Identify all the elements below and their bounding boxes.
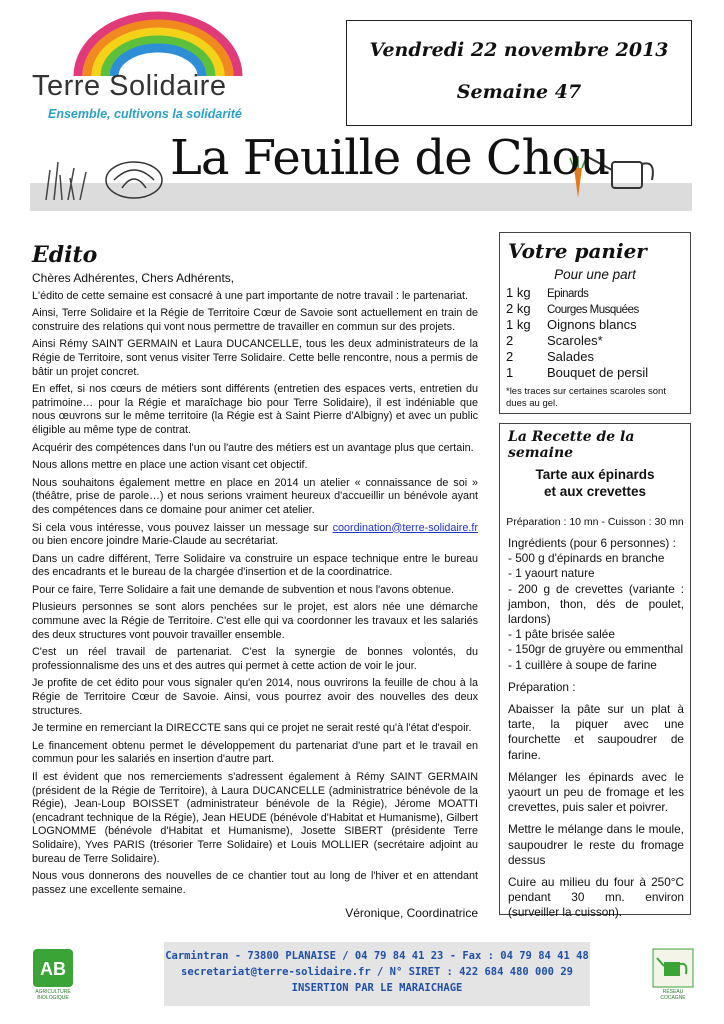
basket-note: *les traces sur certaines scaroles sont dues au gel. [506, 386, 666, 409]
preparation-step: Abaisser la pâte sur un plat à tarte, la piquer avec une fourchette et saupoudrer de farine. [508, 702, 684, 762]
ingredients-list [508, 551, 684, 673]
edito-paragraph: Plusieurs personnes se sont alors penchées sur le projet, est alors née une démarche commune avec la Régie de Territoire. C'est elle qui va coordonner les travaux et les salariés des deux structures vont pouvoir travailler ensemble. [32, 601, 478, 641]
recipe-name-line1: Tarte aux épinards [535, 467, 655, 482]
edito-paragraph: Je profite de cet édito pour vous signaler qu'en 2014, nous ouvrirons la feuille de chou à la Régie de Territoire Cœur de Savoie. Ainsi, vous pourrez avoir des nouvelles des deux structures. [32, 677, 478, 717]
edito-paragraph: Le financement obtenu permet le développement du partenariat d'une part et le travail en commun pour les salariés en insertion d'autre part. [32, 739, 478, 766]
edito-body [32, 272, 478, 901]
ingredient-item: - 200 g de crevettes (variante : jambon, thon, dés de poulet, lardons) [508, 581, 684, 627]
edito-paragraph: Ainsi, Terre Solidaire et la Régie de Territoire Cœur de Savoie sont actuellement en train de construire des relations qui vont nous permettre de travailler en commun sur des projets. [32, 307, 478, 333]
ingredient-item: - 1 pâte brisée salée [508, 627, 615, 642]
edito-paragraph: Acquérir des compétences dans l'un ou l'autre des métiers est un avantage plus que certain. [32, 441, 474, 454]
preparation-step: Mélanger les épinards avec le yaourt un peu de fromage et les crevettes, puis saler et poivrer. [508, 769, 684, 815]
preparation-title: Préparation : [508, 679, 576, 694]
recipe-name [500, 466, 690, 500]
basket-item [506, 349, 594, 364]
ab-logo-caption: AGRICULTURE BIOLOGIQUE [35, 989, 71, 1001]
org-tagline: Ensemble, cultivons la solidarité [48, 107, 242, 121]
newsletter-title: La Feuille de Chou [170, 130, 610, 186]
basket-item-name: Oignons blancs [547, 317, 637, 332]
ingredient-item: - 500 g d'épinards en branche [508, 551, 665, 566]
ingredient-item: - 1 cuillère à soupe de farine [508, 657, 657, 672]
rainbow-logo [58, 8, 258, 78]
edito-paragraphs-2 [32, 553, 478, 898]
edito-contact [32, 522, 478, 549]
edito-paragraph: Nous vous donnerons des nouvelles de ce chantier tout au long de l'hiver et en attendant passez une excellente semaine. [32, 870, 478, 896]
edito-greeting: Chères Adhérentes, Chers Adhérents, [32, 271, 235, 285]
edito-paragraph: Il est évident que nos remerciements s'adressent également à Rémy SAINT GERMAIN (président de la Régie de Territoire), à Laura DUCANCELLE (administratrice bénévole de la Régie), Jean-Loup BOISSET (administrateur bénévole de la Régie), Jérome MOATTI (encadrant technique de la Régie), Jean HEUDE (bénévole d'Habitat et Humanisme), Gilbert LOGNOMME (bénévole d'Habitat et Humanisme), Josette SIBERT (présidente Terre Solidaire), Yves PARIS (trésorier Terre Solidaire) et Louis MOLLIER (secrétaire adjoint au bureau de Terre Solidaire). [32, 771, 478, 865]
basket-item [506, 317, 637, 332]
basket-item-qty: 1 kg [506, 317, 531, 332]
basket-subtitle: Pour une part [554, 267, 636, 282]
issue-week: Semaine 47 [456, 81, 582, 103]
edito-paragraph: Nous souhaitons également mettre en place en 2014 un atelier « connaissance de soi » (théâtre, prise de parole…) et nous serions vraiment heureux d'accueillir un bénévole ayant des compétences dans ce domaine pour animer cet atelier. [32, 476, 478, 516]
basket-item-qty: 2 [506, 349, 514, 364]
edito-paragraph: Nous allons mettre en place une action visant cet objectif. [32, 459, 308, 472]
reseau-logo-caption: RÉSEAU COCAGNE [660, 989, 686, 1001]
edito-paragraph: Je termine en remerciant la DIRECCTE sans qui ce projet ne serait resté qu'à l'état d'espoir. [32, 722, 472, 735]
basket-item-qty: 2 kg [506, 301, 531, 316]
recipe-time: Préparation : 10 mn - Cuisson : 30 mn [506, 516, 684, 528]
basket-item [506, 301, 639, 316]
basket-item-name: Scaroles* [547, 333, 603, 348]
edito-paragraph: En effet, si nos cœurs de métiers sont différents (entretien des espaces verts, entretien du patrimoine… pour la Régie et maraîchage bio pour Terre Solidaire), il est indéniable que nous œuvrons sur le même territoire (la Régie est à Saint Pierre d'Albigny) et avec un public éligible au même type de contrat. [32, 383, 478, 436]
basket-item-name: Salades [547, 349, 594, 364]
basket-item-qty: 1 kg [506, 285, 531, 300]
footer-address: Carmintran - 73800 PLANAISE / 04 79 84 41 23 - Fax : 04 79 84 41 48 [165, 950, 589, 962]
contact-text-before: Si cela vous intéresse, vous pouvez laisser un message sur [32, 521, 333, 534]
recipe-box [499, 423, 691, 920]
basket-item-qty: 2 [506, 333, 514, 348]
edito-paragraph: C'est un réel travail de partenariat. C'est la synergie de bonnes volontés, du professionnalisme des uns et des autres qui permet à cette action de voir le jour. [32, 646, 478, 672]
ab-logo-text: AB [40, 959, 66, 979]
ingredient-item: - 1 yaourt nature [508, 566, 595, 581]
recipe-section-title: La Recette de la semaine [508, 429, 635, 461]
issue-date: Vendredi 22 novembre 2013 [369, 39, 669, 61]
contact-text-after: ou bien encore joindre Marie-Claude au secrétariat. [32, 535, 279, 548]
footer-contact [164, 942, 590, 1006]
edito-paragraphs-1 [32, 290, 478, 518]
basket-item-qty: 1 [506, 365, 514, 380]
edito-title: Edito [32, 242, 98, 268]
basket-item [506, 333, 603, 348]
ab-leaf-icon [32, 948, 74, 988]
footer-email-siret: secretariat@terre-solidaire.fr / N° SIRET : 422 684 480 000 29 [181, 966, 573, 978]
watering-can-logo-icon [652, 948, 694, 988]
preparation-step: Mettre le mélange dans le moule, saupoudrer le reste du fromage dessus [508, 822, 684, 867]
edito-paragraph: Dans un cadre différent, Terre Solidaire va construire un espace technique entre le bureau des encadrants et le bureau de la chargée d'insertion et de la coordinatrice. [32, 552, 478, 579]
basket-item [506, 285, 588, 300]
edito-paragraph: L'édito de cette semaine est consacré à une part importante de notre travail : le partenariat. [32, 289, 468, 302]
basket-item-name: Bouquet de persil [547, 365, 649, 380]
edito-signature: Véronique, Coordinatrice [345, 906, 478, 920]
basket-item-name: Courges Musquées [547, 304, 639, 316]
edito-paragraph: Ainsi Rémy SAINT GERMAIN et Laura DUCANCELLE, tous les deux administrateurs de la Régie de Territoire, sont venus visiter Terre Solidaire. Cette belle rencontre, nous a permis de bâtir un projet concret. [32, 338, 478, 378]
org-name: Terre Solidaire [32, 70, 227, 102]
ab-organic-logo [32, 948, 74, 1000]
basket-item-name: Epinards [547, 288, 589, 300]
footer-mission: INSERTION PAR LE MARAICHAGE [291, 982, 463, 994]
edito-paragraph: Pour ce faire, Terre Solidaire a fait une demande de subvention et nous l'avons obtenue. [32, 583, 455, 596]
ingredients-title: Ingrédients (pour 6 personnes) : [508, 536, 676, 550]
contact-email-link[interactable]: coordination@terre-solidaire.fr [332, 521, 478, 534]
grass-icon [46, 162, 86, 200]
basket-item [506, 365, 648, 380]
recipe-body [508, 536, 684, 928]
recipe-name-line2: et aux crevettes [543, 484, 647, 499]
basket-box [499, 232, 691, 414]
preparation-step: Cuire au milieu du four à 250°C pendant 30 mn. environ (surveiller la cuisson). [508, 875, 684, 920]
basket-title: Votre panier [508, 239, 647, 263]
cabbage-icon [106, 162, 162, 198]
date-box [346, 20, 692, 126]
reseau-cocagne-logo [652, 948, 694, 1000]
ingredient-item: - 150gr de gruyère ou emmenthal [508, 642, 684, 657]
preparation-steps [508, 702, 684, 921]
